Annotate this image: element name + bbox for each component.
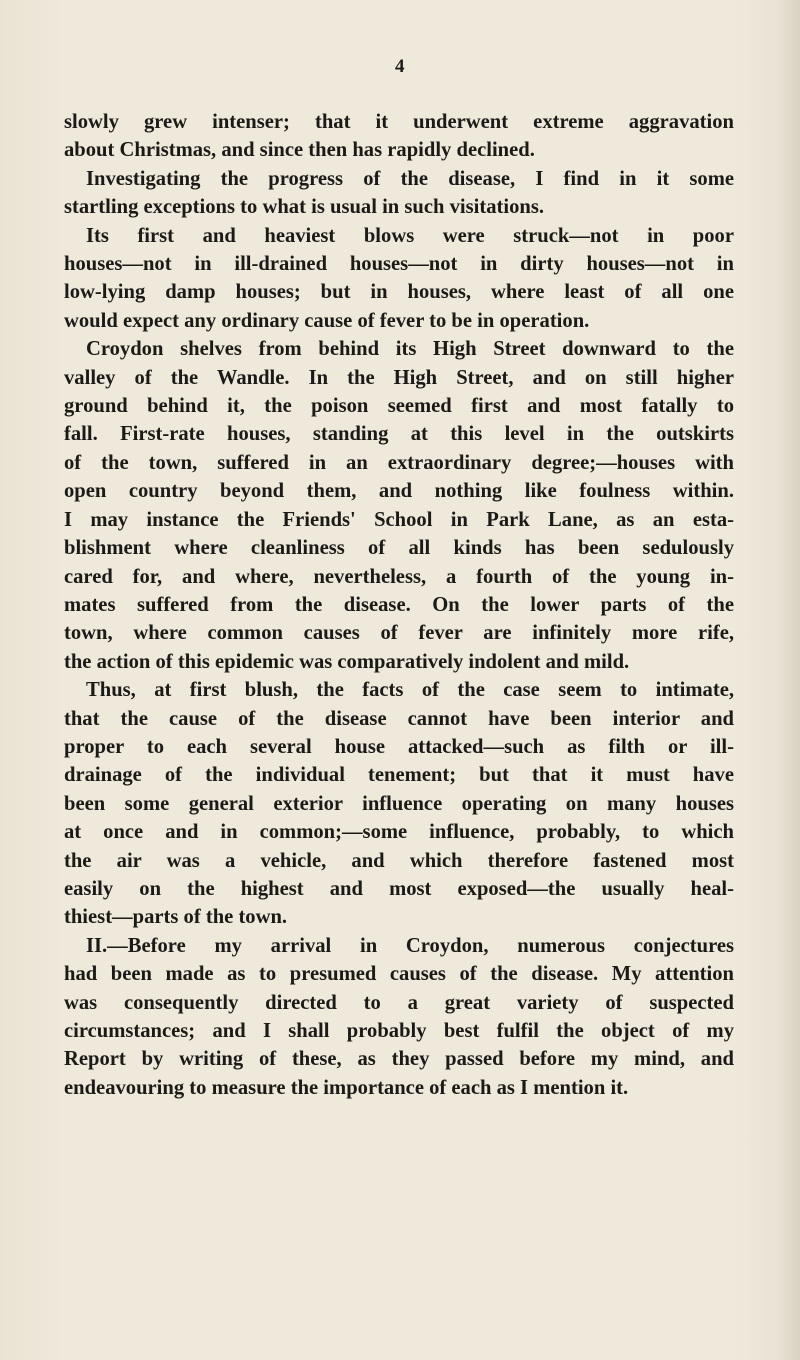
text-line: Its first and heaviest blows were struck—not in poor <box>86 224 734 247</box>
text-line: mates suffered from the disease. On the lower parts of the <box>64 593 734 616</box>
text-line: valley of the Wandle. In the High Street, and on still higher <box>64 366 734 389</box>
text-line: low-lying damp houses; but in houses, where least of all one <box>64 281 734 304</box>
text-line: easily on the highest and most exposed—the usually heal- <box>64 877 734 900</box>
text-line: Croydon shelves from behind its High Street downward to the <box>86 338 734 361</box>
body-text <box>64 108 734 1102</box>
text-line: Investigating the progress of the disease, I find in it some <box>86 167 734 190</box>
text-line: II.—Before my arrival in Croydon, numerous conjectures <box>86 934 734 957</box>
text-line: proper to each several house attacked—such as filth or ill- <box>64 735 734 758</box>
text-line: at once and in common;—some influence, probably, to which <box>64 821 734 844</box>
text-line: Thus, at first blush, the facts of the case seem to intimate, <box>86 679 734 702</box>
text-line: blishment where cleanliness of all kinds has been sedulously <box>64 537 734 560</box>
page-edge-shadow <box>778 0 800 1360</box>
text-line: endeavouring to measure the importance of each as I mention it. <box>64 1076 629 1099</box>
text-line: Report by writing of these, as they passed before my mind, and <box>64 1048 734 1071</box>
text-line: fall. First-rate houses, standing at this level in the outskirts <box>64 423 734 446</box>
text-line: I may instance the Friends' School in Park Lane, as an esta- <box>64 508 734 531</box>
text-line: drainage of the individual tenement; but that it must have <box>64 764 734 787</box>
text-line: the air was a vehicle, and which therefore fastened most <box>64 849 734 872</box>
text-line: ground behind it, the poison seemed first and most fatally to <box>64 395 734 418</box>
text-line: had been made as to presumed causes of the disease. My attention <box>64 963 734 986</box>
text-line: was consequently directed to a great variety of suspected <box>64 991 734 1014</box>
text-line: startling exceptions to what is usual in such visitations. <box>64 196 545 219</box>
text-line: slowly grew intenser; that it underwent extreme aggravation <box>64 111 734 133</box>
text-line: cared for, and where, nevertheless, a fourth of the young in- <box>64 565 734 588</box>
text-line: that the cause of the disease cannot have been interior and <box>64 707 734 730</box>
page-number: 4 <box>395 56 405 77</box>
text-line: open country beyond them, and nothing like foulness within. <box>64 480 734 503</box>
text-line: of the town, suffered in an extraordinary degree;—houses with <box>64 451 734 474</box>
text-line: thiest—parts of the town. <box>64 906 288 929</box>
text-line: about Christmas, and since then has rapidly declined. <box>64 139 535 162</box>
text-line: been some general exterior influence operating on many houses <box>64 792 734 815</box>
text-line: would expect any ordinary cause of fever to be in operation. <box>64 309 590 332</box>
text-line: houses—not in ill-drained houses—not in dirty houses—not in <box>64 253 734 276</box>
text-line: the action of this epidemic was comparatively indolent and mild. <box>64 650 630 673</box>
text-line: circumstances; and I shall probably best fulfil the object of my <box>64 1020 734 1042</box>
text-line: town, where common causes of fever are infinitely more rife, <box>64 622 734 645</box>
